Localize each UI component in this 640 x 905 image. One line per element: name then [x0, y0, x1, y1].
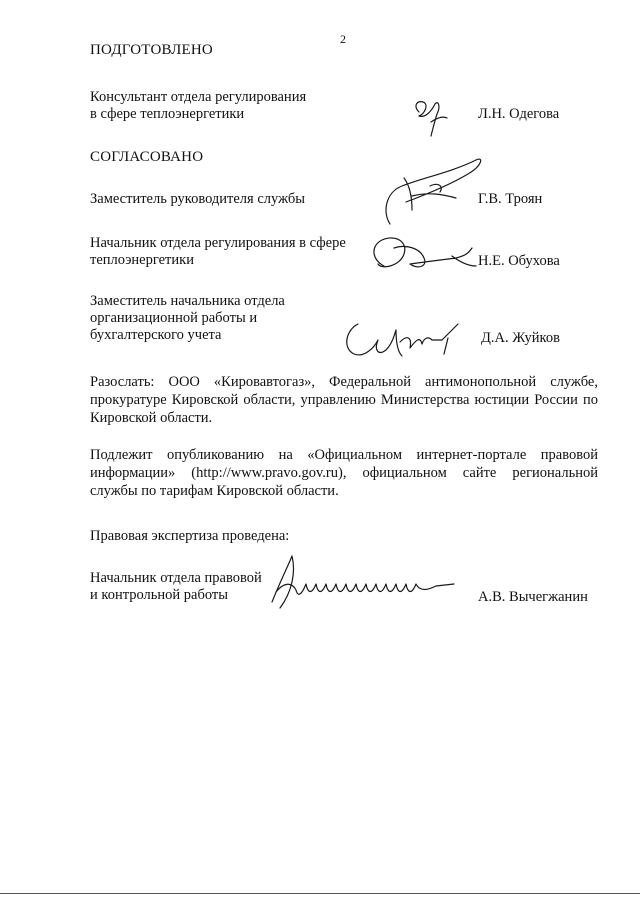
signature-obukhova [364, 226, 484, 278]
signature-troyan [372, 152, 487, 234]
legal-review-position: Начальник отдела правовой и контрольной работы [90, 570, 262, 603]
publication-paragraph: Подлежит опубликованию на «Официальном интернет-портале правовой информации» (http://www.pravo.gov.ru), официальном сайте региональной службы по тарифам Кировской области. [90, 447, 598, 499]
agreed-name-1: Г.В. Троян [478, 191, 543, 207]
legal-review-name: А.В. Вычегжанин [478, 589, 588, 605]
agreed-name-3: Д.А. Жуйков [481, 330, 560, 346]
prepared-heading: ПОДГОТОВЛЕНО [90, 42, 213, 58]
agreed-position-1: Заместитель руководителя службы [90, 191, 306, 207]
signature-odegova [405, 92, 455, 144]
page-bottom-border [0, 893, 640, 894]
distribution-paragraph: Разослать: ООО «Кировавтогаз», Федеральной антимонопольной службе, прокуратуре Кировской области, управлению Министерства юстиции России по Кировской области. [90, 374, 598, 426]
agreed-position-2: Начальник отдела регулирования в сфере теплоэнергетики [90, 235, 346, 268]
agreed-name-2: Н.Е. Обухова [478, 253, 560, 269]
prepared-position: Консультант отдела регулирования в сфере теплоэнергетики [90, 89, 307, 122]
agreed-heading: СОГЛАСОВАНО [90, 149, 204, 165]
legal-review-statement: Правовая экспертиза проведена: [90, 528, 290, 544]
page-number: 2 [340, 32, 346, 46]
signature-vychegzhanin [262, 552, 462, 614]
signature-zhuykov [338, 314, 463, 362]
agreed-position-3: Заместитель начальника отдела организационной работы и бухгалтерского учета [90, 293, 285, 343]
prepared-name: Л.Н. Одегова [478, 106, 560, 122]
